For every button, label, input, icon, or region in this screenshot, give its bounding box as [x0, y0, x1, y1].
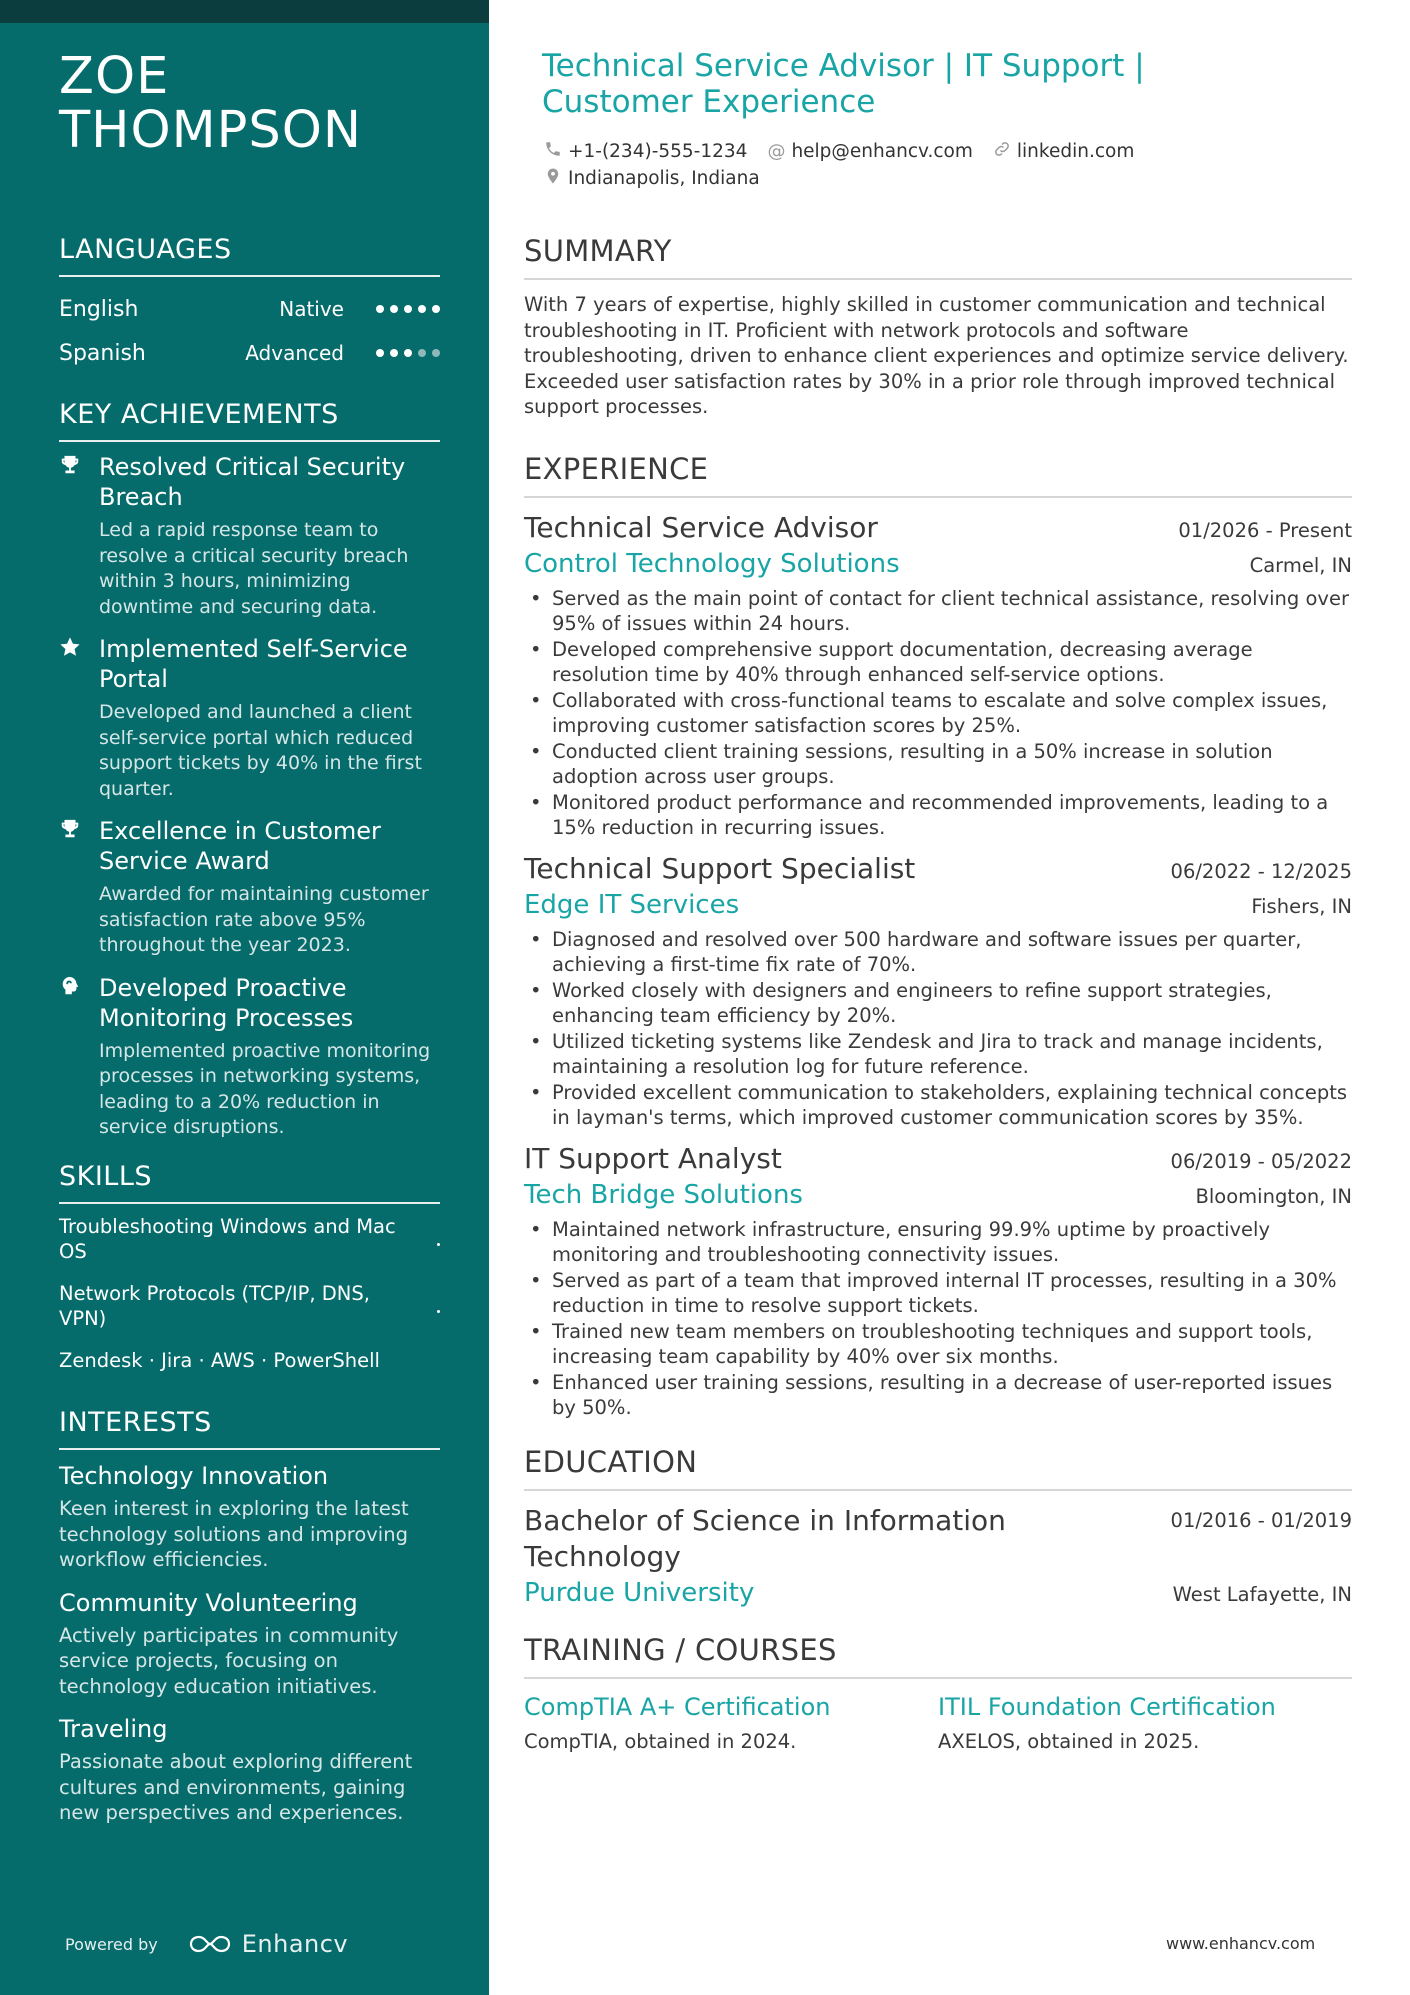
- proficiency-dot-filled: [376, 305, 384, 313]
- school-name: Purdue University: [524, 1577, 755, 1608]
- course-desc: AXELOS, obtained in 2025.: [938, 1729, 1200, 1753]
- job-bullet: • Served as the main point of contact for client technical assistance, resolving over 95% of issues within 24 hours.: [524, 586, 1352, 637]
- interest-title: Community Volunteering: [59, 1588, 358, 1617]
- skill-separator-dot: [437, 1243, 440, 1246]
- job-entry: [524, 510, 1352, 841]
- at-icon: @: [767, 141, 786, 162]
- achievement-item: [59, 816, 440, 959]
- skills-heading: SKILLS: [59, 1161, 440, 1204]
- job-company: Control Technology Solutions: [524, 548, 900, 579]
- candidate-name: [59, 47, 440, 160]
- location-pin-icon: [544, 167, 562, 190]
- job-company: Tech Bridge Solutions: [524, 1179, 803, 1210]
- job-bullet: • Maintained network infrastructure, ensuring 99.9% uptime by proactively monitoring and troubleshooting connectivity issues.: [524, 1217, 1352, 1268]
- course-item: [938, 1691, 1352, 1755]
- proficiency-dot-filled: [376, 349, 384, 357]
- job-company: Edge IT Services: [524, 889, 740, 920]
- interest-desc: Actively participates in community service projects, focusing on technology education initiatives.: [59, 1623, 399, 1698]
- school-location: West Lafayette, IN: [1172, 1582, 1352, 1606]
- job-bullets: [524, 927, 1352, 1131]
- language-name: English: [59, 296, 139, 322]
- achievement-title: Implemented Self-Service Portal: [99, 635, 408, 693]
- last-name: THOMPSON: [59, 101, 363, 160]
- skill-item: [59, 1348, 440, 1374]
- job-bullet: • Developed comprehensive support documentation, decreasing average resolution time by 40% through enhanced self-service options.: [524, 637, 1352, 688]
- achievement-title: Resolved Critical Security Breach: [99, 453, 406, 511]
- education-dates: 01/2016 - 01/2019: [1170, 1508, 1352, 1532]
- job-bullets: [524, 1217, 1352, 1421]
- main-content: [524, 48, 1352, 1755]
- language-item: [59, 287, 440, 331]
- achievement-item: [59, 452, 440, 620]
- linkedin-contact[interactable]: [993, 140, 1134, 163]
- language-name: Spanish: [59, 340, 146, 366]
- language-level: Advanced: [245, 341, 344, 365]
- job-bullet: • Enhanced user training sessions, resulting in a decrease of user-reported issues by 50%.: [524, 1370, 1352, 1421]
- linkedin-text: linkedin.com: [1016, 141, 1135, 162]
- languages-heading: LANGUAGES: [59, 234, 440, 277]
- achievement-title: Developed Proactive Monitoring Processes: [99, 973, 354, 1032]
- first-name: ZOE: [59, 47, 170, 106]
- job-location: Carmel, IN: [1249, 553, 1352, 577]
- skill-text: Zendesk · Jira · AWS · PowerShell: [59, 1348, 380, 1372]
- proficiency-dot-filled: [390, 305, 398, 313]
- experience-heading: EXPERIENCE: [524, 452, 1352, 498]
- job-entry: [524, 1141, 1352, 1421]
- course-title: ITIL Foundation Certification: [938, 1692, 1276, 1721]
- achievement-title: Excellence in Customer Service Award: [99, 817, 381, 875]
- training-section: [524, 1633, 1352, 1755]
- job-bullet: • Served as part of a team that improved internal IT processes, resulting in a 30% reduction in time to resolve support tickets.: [524, 1268, 1352, 1319]
- trophy-icon: [59, 452, 99, 620]
- achievement-item: [59, 634, 440, 802]
- job-dates: 06/2022 - 12/2025: [1170, 859, 1352, 883]
- proficiency-dot-empty: [432, 349, 440, 357]
- interest-item: [59, 1460, 440, 1573]
- achievement-desc: Led a rapid response team to resolve a critical security breach within 3 hours, minimizing downtime and securing data.: [99, 519, 409, 618]
- headline: Technical Service Advisor | IT Support | Customer Experience: [542, 48, 1145, 120]
- job-location: Bloomington, IN: [1195, 1184, 1352, 1208]
- interest-title: Technology Innovation: [59, 1462, 329, 1490]
- job-bullet: • Monitored product performance and recommended improvements, leading to a 15% reduction in recurring issues.: [524, 790, 1352, 841]
- job-bullet: • Trained new team members on troubleshooting techniques and support tools, increasing team capability by 40% over six months.: [524, 1319, 1352, 1370]
- language-item: [59, 331, 440, 375]
- job-dates: 06/2019 - 05/2022: [1170, 1149, 1352, 1173]
- phone-icon: [544, 140, 562, 163]
- education-heading: EDUCATION: [524, 1445, 1352, 1491]
- experience-section: [524, 452, 1352, 1421]
- education-section: [524, 1445, 1352, 1611]
- achievement-desc: Awarded for maintaining customer satisfaction rate above 95% throughout the year 2023.: [99, 883, 429, 956]
- proficiency-dot-empty: [418, 349, 426, 357]
- interest-desc: Keen interest in exploring the latest technology solutions and improving workflow efficiencies.: [59, 1497, 409, 1571]
- footer-url[interactable]: www.enhancv.com: [1166, 1934, 1316, 1953]
- summary-text: With 7 years of expertise, highly skilled in customer communication and technical troubleshooting in IT. Proficient with network protocols and software troubleshooting, driven to enhance client experiences and optimize service delivery. Exceeded user satisfaction rates by 30% in a prior role through improved technical support processes.: [524, 293, 1349, 418]
- location-contact: [544, 167, 760, 190]
- job-bullet: • Utilized ticketing systems like Zendesk and Jira to track and manage incidents, maintaining a resolution log for future reference.: [524, 1029, 1352, 1080]
- job-bullet: • Worked closely with designers and engineers to refine support strategies, enhancing team efficiency by 20%.: [524, 978, 1352, 1029]
- languages-section: [59, 234, 440, 375]
- powered-by-label: Powered by: [65, 1934, 158, 1954]
- job-bullet: • Diagnosed and resolved over 500 hardware and software issues per quarter, achieving a first-time fix rate of 70%.: [524, 927, 1352, 978]
- job-entry: [524, 851, 1352, 1131]
- degree-title: Bachelor of Science in Information Technology: [524, 1503, 1006, 1573]
- location-text: Indianapolis, Indiana: [568, 168, 760, 189]
- course-item: [524, 1691, 938, 1755]
- interest-item: [59, 1713, 440, 1826]
- skill-text: Network Protocols (TCP/IP, DNS, VPN): [59, 1281, 370, 1330]
- skill-text: Troubleshooting Windows and Mac OS: [59, 1214, 396, 1263]
- proficiency-dot-filled: [390, 349, 398, 357]
- email-contact[interactable]: [767, 141, 972, 162]
- trophy-icon: [59, 816, 99, 959]
- brand-name: Enhancv: [241, 1930, 349, 1958]
- summary-heading: SUMMARY: [524, 234, 1352, 280]
- interests-section: [59, 1407, 440, 1826]
- job-bullet: • Collaborated with cross-functional teams to escalate and solve complex issues, improving customer satisfaction scores by 25%.: [524, 688, 1352, 739]
- interests-heading: INTERESTS: [59, 1407, 440, 1450]
- job-title: Technical Support Specialist: [524, 851, 916, 885]
- job-dates: 01/2026 - Present: [1178, 518, 1352, 542]
- powered-by: [65, 1930, 348, 1958]
- proficiency-dot-filled: [432, 305, 440, 313]
- achievement-desc: Implemented proactive monitoring processes in networking systems, leading to a 20% reduction in service disruptions.: [99, 1039, 431, 1138]
- star-icon: [59, 634, 99, 802]
- enhancv-logo-icon: [188, 1933, 232, 1955]
- job-bullet: • Conducted client training sessions, resulting in a 50% increase in solution adoption across user groups.: [524, 739, 1352, 790]
- achievements-heading: KEY ACHIEVEMENTS: [59, 399, 440, 442]
- education-entry: [524, 1503, 1352, 1611]
- job-bullet: • Provided excellent communication to stakeholders, explaining technical concepts in layman's terms, which improved customer communication scores by 35%.: [524, 1080, 1352, 1131]
- contact-info: [544, 138, 1352, 192]
- proficiency-dot-filled: [404, 349, 412, 357]
- proficiency-dot-filled: [418, 305, 426, 313]
- language-proficiency-dots: [376, 349, 440, 357]
- achievement-item: [59, 973, 440, 1141]
- interest-item: [59, 1587, 440, 1700]
- proficiency-dot-filled: [404, 305, 412, 313]
- brain-icon: [59, 973, 99, 1141]
- phone-contact[interactable]: [544, 140, 747, 163]
- training-heading: TRAINING / COURSES: [524, 1633, 1352, 1679]
- summary-section: [524, 234, 1352, 420]
- job-title: Technical Service Advisor: [524, 510, 878, 544]
- language-proficiency-dots: [376, 305, 440, 313]
- email-text: help@enhancv.com: [791, 141, 973, 162]
- brand-logo[interactable]: [188, 1930, 348, 1958]
- job-title: IT Support Analyst: [524, 1141, 782, 1175]
- skill-separator-dot: [437, 1310, 440, 1313]
- job-location: Fishers, IN: [1251, 894, 1352, 918]
- interest-title: Traveling: [59, 1715, 168, 1743]
- skill-item: [59, 1281, 440, 1332]
- phone-text: +1-(234)-555-1234: [568, 141, 748, 162]
- sidebar-top-bar: [0, 0, 489, 23]
- interest-desc: Passionate about exploring different cultures and environments, gaining new perspectives and experiences.: [59, 1750, 413, 1824]
- course-title: CompTIA A+ Certification: [524, 1692, 831, 1721]
- achievement-desc: Developed and launched a client self-service portal which reduced support tickets by 40% in the first quarter.: [99, 701, 422, 800]
- skills-section: [59, 1161, 440, 1374]
- link-icon: [993, 140, 1011, 163]
- job-bullets: [524, 586, 1352, 841]
- course-desc: CompTIA, obtained in 2024.: [524, 1729, 797, 1753]
- language-level: Native: [279, 297, 344, 321]
- achievements-section: [59, 399, 440, 1141]
- skill-item: [59, 1214, 440, 1265]
- sidebar: [0, 0, 489, 1995]
